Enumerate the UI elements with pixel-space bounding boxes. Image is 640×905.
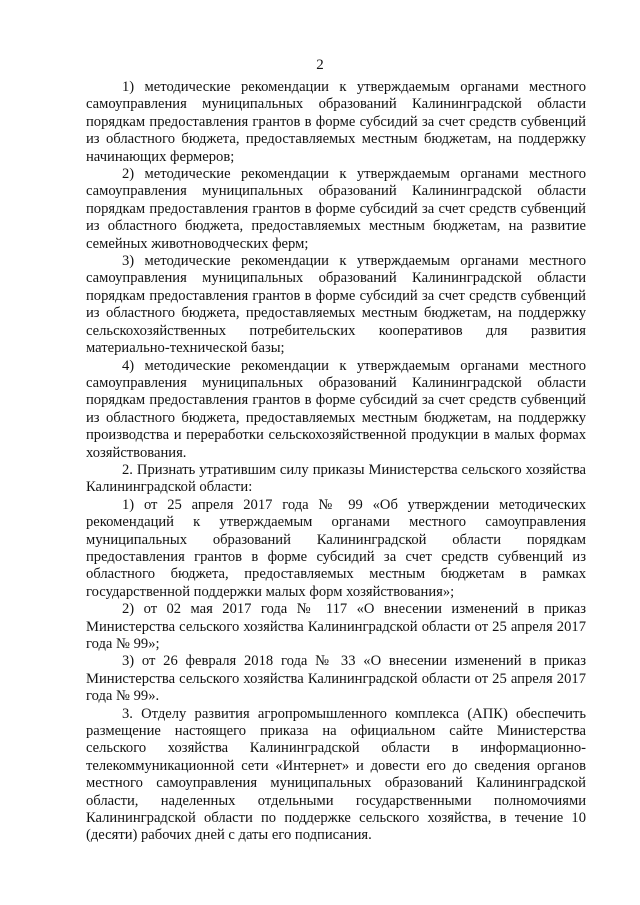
paragraph-item-1-1: 1) методические рекомендации к утверждаемым органами местного самоуправления муниципальных образований Калининградской области порядкам предоставления грантов в форме субсидий за счет средств субвенций из областного бюджета, предоставляемых местным бюджетам, на поддержку начинающих фермеров; <box>86 79 586 165</box>
paragraph-item-2-2: 2) от 02 мая 2017 года № 117 «О внесении изменений в приказ Министерства сельского хозяйства Калининградской области от 25 апреля 2017 года № 99»; <box>86 601 586 652</box>
paragraph-item-1-2: 2) методические рекомендации к утверждаемым органами местного самоуправления муниципальных образований Калининградской области порядкам предоставления грантов в форме субсидий за счет средств субвенций из областного бюджета, предоставляемых местным бюджетам, на развитие семейных животноводческих ферм; <box>86 166 586 252</box>
document-body <box>86 79 586 845</box>
paragraph-item-2-3: 3) от 26 февраля 2018 года № 33 «О внесении изменений в приказ Министерства сельского хозяйства Калининградской области от 25 апреля 2017 года № 99». <box>86 653 586 705</box>
paragraph-item-2-1: 1) от 25 апреля 2017 года № 99 «Об утверждении методических рекомендаций к утверждаемым органами местного самоуправления муниципальных образований Калининградской области порядкам предоставления грантов в форме субсидий за счет средств субвенций из областного бюджета, предоставляемых местным бюджетам в рамках государственной поддержки малых форм хозяйствования»; <box>86 496 586 600</box>
paragraph-section-2: 2. Признать утратившим силу приказы Министерства сельского хозяйства Калининградской области: <box>86 461 586 496</box>
page-number: 2 <box>316 57 324 73</box>
paragraph-item-1-4: 4) методические рекомендации к утверждаемым органами местного самоуправления муниципальных образований Калининградской области порядкам предоставления грантов в форме субсидий за счет средств субвенций из областного бюджета, предоставляемых местным бюджетам, на поддержку производства и переработки сельскохозяйственной продукции в малых формах хозяйствования. <box>86 357 586 461</box>
paragraph-item-1-3: 3) методические рекомендации к утверждаемым органами местного самоуправления муниципальных образований Калининградской области порядкам предоставления грантов в форме субсидий за счет средств субвенций из областного бюджета, предоставляемых местным бюджетам, на поддержку сельскохозяйственных потребительских кооперативов для развития материально-технической базы; <box>86 253 586 357</box>
paragraph-section-3: 3. Отделу развития агропромышленного комплекса (АПК) обеспечить размещение настоящего приказа на официальном сайте Министерства сельского хозяйства Калининградской области в информационно-телекоммуникационной сети «Интернет» и довести его до сведения органов местного самоуправления муниципальных образований Калининградской области, наделенных отдельными государственными полномочиями Калининградской области по поддержке сельского хозяйства, в течение 10 (десяти) рабочих дней с даты его подписания. <box>86 705 586 844</box>
